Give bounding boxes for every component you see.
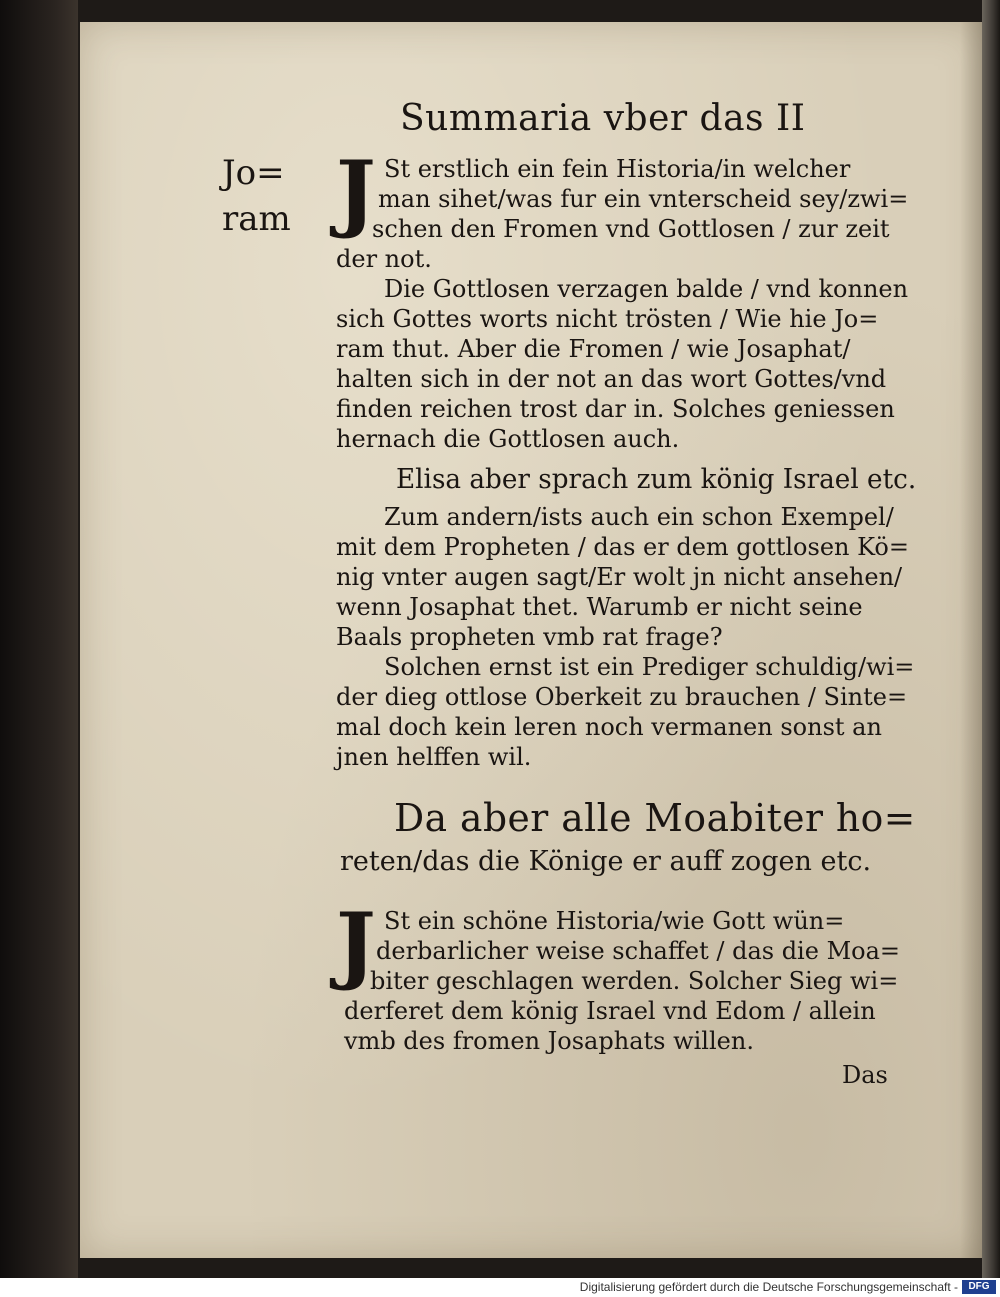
footer-bar	[0, 1278, 1000, 1297]
text-line: St erstlich ein fein Historia/in welcher	[384, 155, 851, 183]
text-line: jnen helffen wil.	[336, 743, 532, 771]
book-fore-edge	[982, 0, 1000, 1278]
catchword: Das	[842, 1061, 888, 1089]
marginal-note-line: Jo=	[222, 153, 285, 193]
section-heading-continued: reten/das die Könige er auff zogen etc.	[340, 846, 872, 877]
text-line: Die Gottlosen verzagen balde / vnd konnen	[384, 275, 909, 303]
text-line: der not.	[336, 245, 432, 273]
text-line: sich Gottes worts nicht trösten / Wie hie Jo=	[336, 305, 879, 333]
text-line: finden reichen trost dar in. Solches geniessen	[336, 395, 895, 423]
text-line: St ein schöne Historia/wie Gott wün=	[384, 907, 845, 935]
drop-cap-initial: J	[336, 142, 376, 241]
text-line: wenn Josaphat thet. Warumb er nicht seine	[336, 593, 863, 621]
text-line: halten sich in der not an das wort Gottes/vnd	[336, 365, 887, 393]
text-line: man sihet/was fur ein vnterscheid sey/zwi=	[378, 185, 909, 213]
marginal-note	[222, 150, 312, 242]
text-line: derferet dem könig Israel vnd Edom / allein	[344, 997, 876, 1025]
marginal-note-line: ram	[222, 199, 291, 239]
text-line: Zum andern/ists auch ein schon Exempel/	[384, 503, 894, 531]
text-line: nig vnter augen sagt/Er wolt jn nicht ansehen/	[336, 563, 903, 591]
text-line: der dieg ottlose Oberkeit zu brauchen / Sinte=	[336, 683, 908, 711]
funding-credit: Digitalisierung gefördert durch die Deutsche Forschungsgemeinschaft -	[579, 1280, 958, 1294]
section-heading: Da aber alle Moabiter ho=	[394, 796, 916, 840]
text-line: Baals propheten vmb rat frage?	[336, 623, 723, 651]
text-line: schen den Fromen vnd Gottlosen / zur zeit	[372, 215, 890, 243]
running-heading: Summaria vber das II	[400, 98, 806, 139]
text-line: Solchen ernst ist ein Prediger schuldig/wi=	[384, 653, 915, 681]
text-line: mit dem Propheten / das er dem gottlosen Kö=	[336, 533, 909, 561]
book-binding-edge	[0, 0, 78, 1278]
text-line: biter geschlagen werden. Solcher Sieg wi=	[370, 967, 899, 995]
text-line: mal doch kein leren noch vermanen sonst an	[336, 713, 882, 741]
page-gutter-shadow	[960, 22, 982, 1258]
section-subheading: Elisa aber sprach zum könig Israel etc.	[396, 464, 917, 495]
text-line: ram thut. Aber die Fromen / wie Josaphat/	[336, 335, 851, 363]
text-line: derbarlicher weise schaffet / das die Moa=	[376, 937, 901, 965]
drop-cap-initial: J	[336, 894, 376, 993]
text-line: vmb des fromen Josaphats willen.	[344, 1027, 754, 1055]
text-line: hernach die Gottlosen auch.	[336, 425, 680, 453]
dfg-logo[interactable]: DFG	[962, 1280, 996, 1294]
